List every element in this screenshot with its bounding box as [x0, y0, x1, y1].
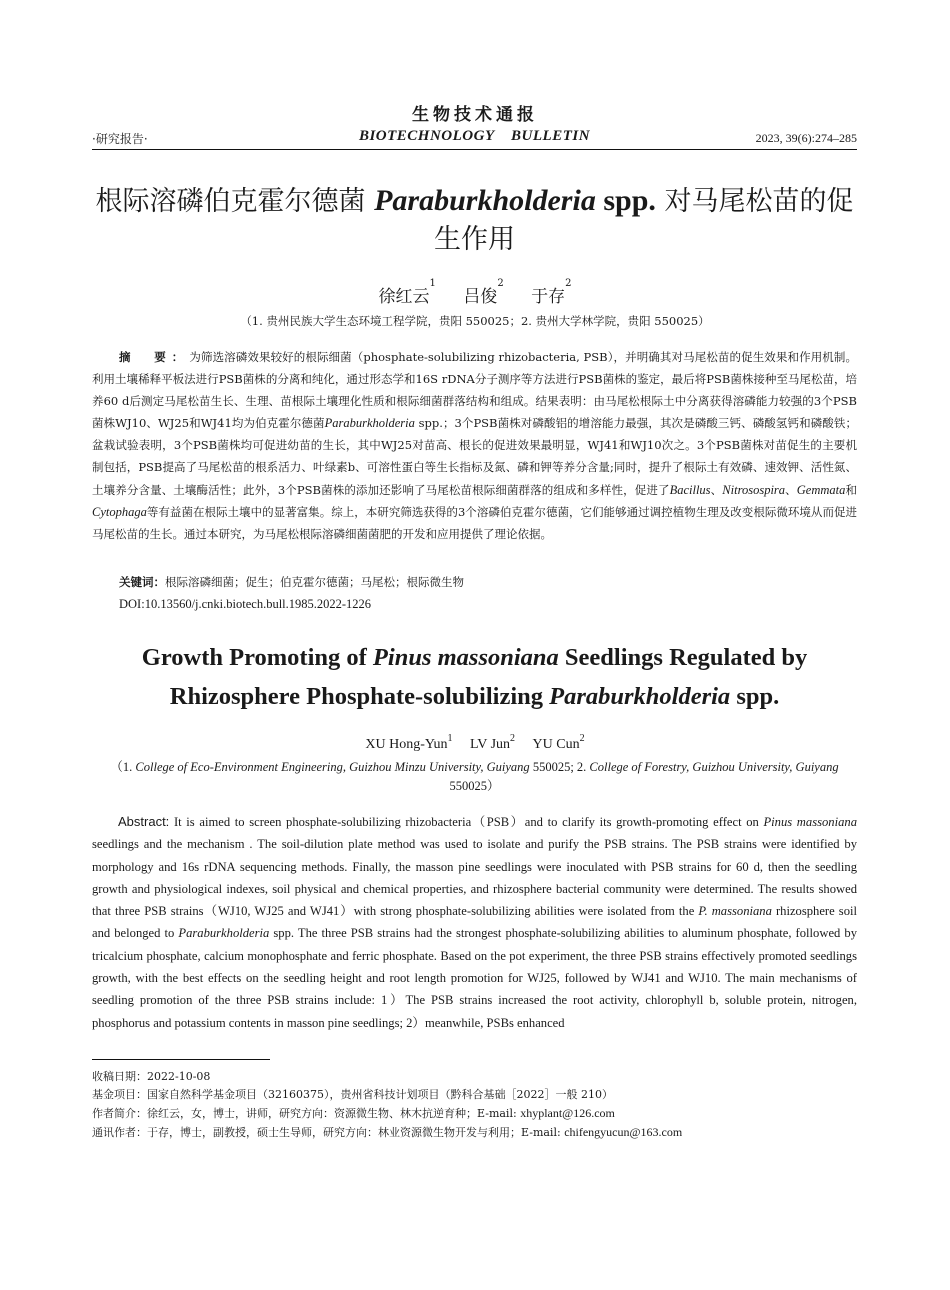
- running-header: [92, 128, 857, 148]
- title-zh-latin: Paraburkholderia: [374, 184, 596, 217]
- abstract-en-label: Abstract:: [118, 814, 170, 829]
- footnote-received: 收稿日期：2022-10-08: [92, 1070, 211, 1083]
- corresponding-email-link[interactable]: chifengyucun@163.com: [564, 1125, 683, 1139]
- journal-name-en: BIOTECHNOLOGY BULLETIN: [358, 128, 591, 144]
- keywords-zh-label: 关键词：: [119, 575, 165, 589]
- title-zh-part3: 对马尾松苗的促生作用: [434, 186, 854, 255]
- title-zh: [92, 182, 857, 259]
- keywords-zh: [119, 574, 464, 590]
- footnote-author: 作者简介：徐红云，女，博士，讲师，研究方向：资源微生物、林木抗逆育种；E-mail: xhyplant@126.com: [92, 1106, 615, 1120]
- title-zh-part1: 根际溶磷伯克霍尔德菌: [95, 186, 375, 217]
- footnote-corresponding: 通讯作者：于存，博士，副教授，硕士生导师，研究方向：林业资源微生物开发与利用；E-mail: chifengyucun@163.com: [92, 1125, 683, 1139]
- author-en: LV Jun$^2$: [469, 733, 516, 752]
- abstract-zh-label: 摘 要：: [119, 350, 190, 364]
- issue-info: 2023, 39(6):274–285: [755, 131, 857, 145]
- author-zh: 徐红云$^1$: [378, 278, 436, 307]
- journal-name-zh: 生物技术通报: [412, 105, 538, 125]
- abstract-zh: 摘 要：为筛选溶磷效果较好的根际细菌（phosphate-solubilizing rhizobacteria, PSB），并明确其对马尾松苗的促生效果和作用机制。利用土壤稀释平板法进行PSB菌株的分离和纯化，通过形态学和16S rDNA分子测序等方法进行PSB菌株的鉴定，最后将PSB菌株接种至马尾松苗，培养60 d后测定马尾松苗生长、生理、苗根际土壤理化性质和根际细菌群落结构和组成。结果表明：由马尾松根际土中分离获得溶磷能力较强的3个PSB菌株WJ10、WJ25和WJ41均为伯克霍尔德菌Paraburkholderia spp.；3个PSB菌株对磷酸铝的增溶能力最强，其次是磷酸三钙、磷酸氢钙和磷酸铁；盆栽试验表明，3个PSB菌株均可促进幼苗的生长，其中WJ25对苗高、根长的促进效果最明显，WJ41和WJ10次之。3个PSB菌株对苗促生的主要机制包括，PSB提高了马尾松苗的根系活力、叶绿素b、可溶性蛋白等生长指标及氮、磷和钾等养分含量;同时，提升了根际土有效磷、速效钾、活性氮、土壤养分含量、土壤酶活性；此外，3个PSB菌株的添加还影响了马尾松苗根际细菌群落的组成和多样性，促进了Bacillus、Nitrosospira、Gemmata和Cytophaga等有益菌在根际土壤中的显著富集。综上，本研究筛选获得的3个溶磷伯克霍尔德菌，它们能够通过调控植物生理及改变根际微环境从而促进马尾松苗的生长。通过本研究，为马尾松根际溶磷细菌菌肥的开发和应用提供了理论依据。: [92, 350, 858, 541]
- author-en: YU Cun$^2$: [532, 733, 585, 752]
- doi[interactable]: DOI:10.13560/j.cnki.biotech.bull.1985.2022-1226: [119, 597, 372, 611]
- footnote-rule: [92, 1059, 270, 1060]
- author-zh: 于存$^2$: [531, 278, 572, 307]
- affiliation-en: （1. College of Eco-Environment Engineering, Guizhou Minzu University, Guiyang 550025; 2. College of Forestry, Guizhou University, Guiyang 550025）: [110, 760, 839, 793]
- author-en: XU Hong-Yun$^1$: [365, 733, 453, 752]
- author-zh: 吕俊$^2$: [463, 278, 504, 307]
- title-en: Growth Promoting of Pinus massoniana Seedlings Regulated by Rhizosphere Phosphate-solubilizing Paraburkholderia spp.: [141, 644, 808, 710]
- title-zh-spp: spp.: [595, 184, 656, 217]
- authors-en: [0, 733, 950, 753]
- abstract-en: Abstract: It is aimed to screen phosphate-solubilizing rhizobacteria（PSB）and to clarify its growth-promoting effect on Pinus massoniana seedlings and the mechanism . The soil-dilution plate method was used to isolate and purify the PSB strains. The PSB strains were identified by morphology and 16s rDNA sequencing methods. Finally, the masson pine seedlings were inoculated with PSB strains for 60 d, then the seedling growth and physiological indexes, soil physical and chemical properties, and rhizosphere bacterial community were determined. The results showed that three PSB strains（WJ10, WJ25 and WJ41）with strong phosphate-solubilizing abilities were isolated from the P. massoniana rhizosphere soil and belonged to Paraburkholderia spp. The three PSB strains had the strongest phosphate-solubilizing abilities to aluminum phosphate, followed by tricalcium phosphate, calcium monophosphate and ferric phosphate. Based on the pot experiment, the three PSB strains effectively promoted seedlings growth, with the best effects on the seedling height and root length promotion for WJ25, followed by WJ41 and WJ10. The main mechanisms of seedling promotion of the three PSB strains include: 1）The PSB strains increased the root activity, chlorophyll b, soluble protein, nitrogen, phosphorus and potassium contents in masson pine seedlings; 2）meanwhile, PSBs enhanced: [92, 814, 857, 1030]
- keywords-zh-text: 根际溶磷细菌；促生；伯克霍尔德菌；马尾松；根际微生物: [165, 575, 464, 589]
- authors-zh: [0, 278, 950, 307]
- column-tag: ·研究报告·: [92, 132, 148, 146]
- footnotes: [92, 1068, 857, 1142]
- affiliation-zh: （1. 贵州民族大学生态环境工程学院，贵阳 550025；2. 贵州大学林学院，贵阳 550025）: [240, 314, 710, 328]
- header-rule: [92, 149, 857, 150]
- author-email-link[interactable]: xhyplant@126.com: [520, 1106, 615, 1120]
- footnote-fund: 基金项目：国家自然科学基金项目（32160375），贵州省科技计划项目（黔科合基础［2022］一般 210）: [92, 1088, 613, 1101]
